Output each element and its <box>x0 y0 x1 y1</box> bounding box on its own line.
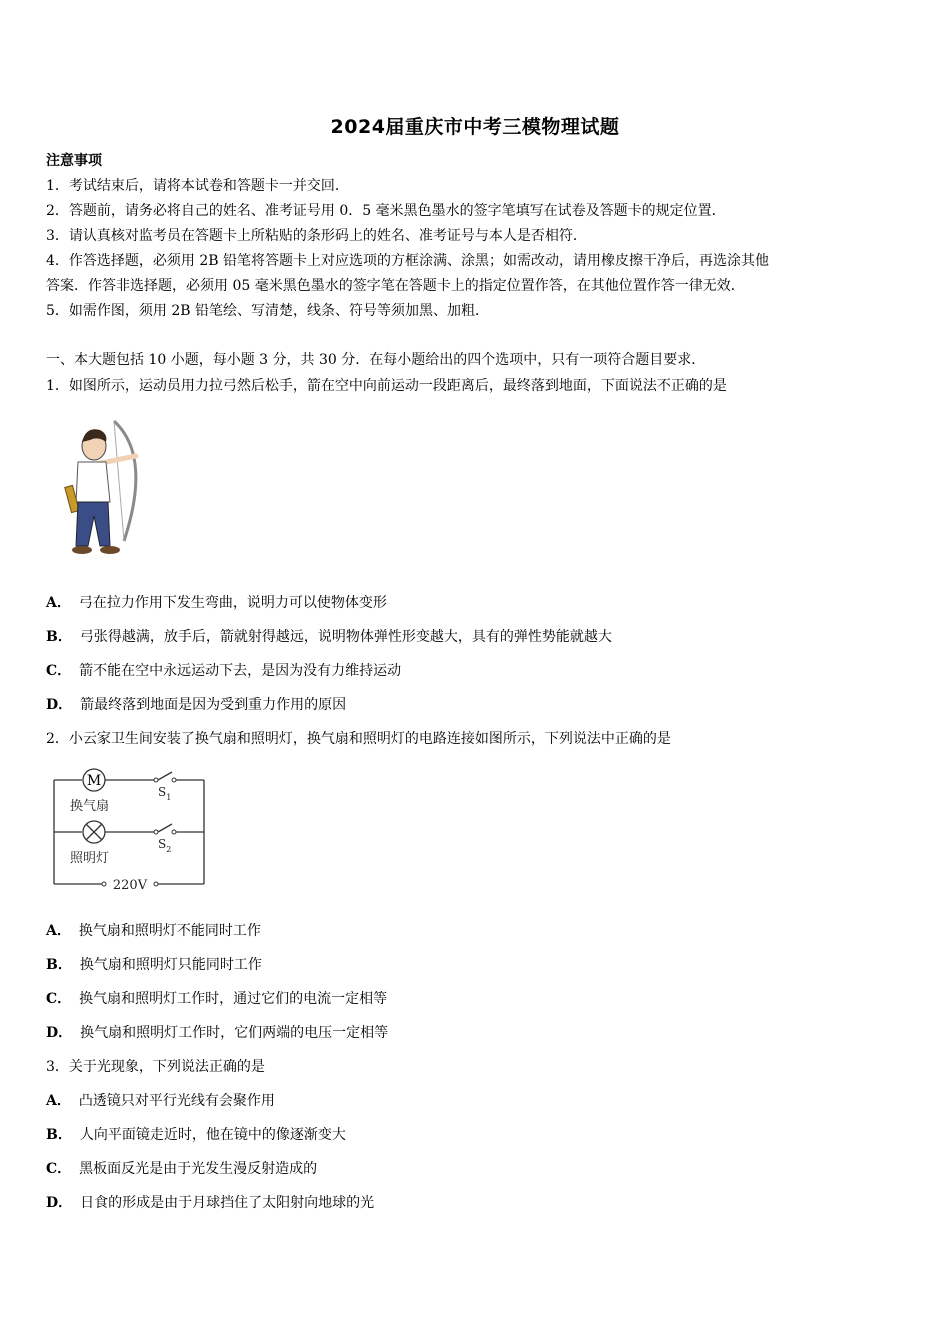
question-1-stem: 1．如图所示，运动员用力拉弓然后松手，箭在空中向前运动一段距离后，最终落到地面，下面说法不正确的是 <box>46 378 727 394</box>
terminal-icon <box>102 882 106 886</box>
option-text: 人向平面镜走近时，他在镜中的像逐渐变大 <box>79 1127 346 1143</box>
option-text: 弓张得越满，放手后，箭就射得越远，说明物体弹性形变越大，具有的弹性势能就越大 <box>79 629 612 645</box>
option-letter: A． <box>46 1093 71 1109</box>
switch-s2-icon <box>154 830 158 834</box>
switch-s2-label: $S_2$ <box>158 837 172 854</box>
section-heading: 一、本大题包括 10 小题，每小题 3 分，共 30 分．在每小题给出的四个选项中，只有一项符合题目要求． <box>46 352 706 368</box>
option <box>46 1194 374 1212</box>
option-text: 换气扇和照明灯不能同时工作 <box>78 923 261 939</box>
option-text: 日食的形成是由于月球挡住了太阳射向地球的光 <box>80 1195 375 1211</box>
terminal-icon <box>154 882 158 886</box>
option <box>46 1160 317 1178</box>
option-text: 换气扇和照明灯工作时，它们两端的电压一定相等 <box>80 1025 389 1041</box>
option-text: 箭不能在空中永远运动下去，是因为没有力维持运动 <box>79 663 402 679</box>
note-item: 1．考试结束后，请将本试卷和答题卡一并交回． <box>46 178 349 194</box>
option-letter: B． <box>46 957 72 973</box>
option-letter: D． <box>46 1025 73 1041</box>
switch-s1-label: $S_1$ <box>158 785 172 802</box>
option <box>46 1024 388 1042</box>
notes-heading: 注意事项 <box>46 153 102 169</box>
option <box>46 594 387 612</box>
option-letter: D． <box>46 1195 73 1211</box>
option <box>46 628 612 646</box>
switch-s1-icon <box>154 778 158 782</box>
option-letter: B． <box>46 629 72 645</box>
shoe-icon <box>100 546 120 554</box>
page-title: 2024届重庆市中考三模物理试题 <box>330 116 620 138</box>
option <box>46 922 261 940</box>
option-letter: C． <box>46 663 72 679</box>
option <box>46 696 346 714</box>
motor-symbol: M <box>86 773 102 789</box>
question-3-stem: 3．关于光现象，下列说法正确的是 <box>46 1059 265 1075</box>
note-item: 2．答题前，请务必将自己的姓名、准考证号用 0．5 毫米黑色墨水的签字笔填写在试卷及答题卡的规定位置． <box>46 203 726 219</box>
option <box>46 1092 275 1110</box>
shoe-icon <box>72 546 92 554</box>
bow-icon <box>114 421 136 541</box>
note-item: 答案．作答非选择题，必须用 05 毫米黑色墨水的签字笔在答题卡上的指定位置作答，在其他位置作答一律无效． <box>46 278 745 294</box>
option-text: 箭最终落到地面是因为受到重力作用的原因 <box>80 697 347 713</box>
option-letter: A． <box>46 923 71 939</box>
option-text: 弓在拉力作用下发生弯曲，说明力可以使物体变形 <box>78 595 387 611</box>
option-letter: D． <box>46 697 73 713</box>
option-text: 黑板面反光是由于光发生漫反射造成的 <box>79 1161 318 1177</box>
option-letter: C． <box>46 1161 72 1177</box>
option <box>46 1126 346 1144</box>
bowstring-icon <box>114 421 124 541</box>
archer-illustration <box>52 416 152 558</box>
option-letter: C． <box>46 991 72 1007</box>
voltage-label: 220V <box>112 878 148 892</box>
trousers-icon <box>76 502 110 546</box>
note-item: 4．作答选择题，必须用 2B 铅笔将答题卡上对应选项的方框涂满、涂黑；如需改动，请用橡皮擦干净后，再选涂其他 <box>46 253 769 269</box>
note-item: 3．请认真核对监考员在答题卡上所粘贴的条形码上的姓名、准考证号与本人是否相符． <box>46 228 587 244</box>
option-text: 凸透镜只对平行光线有会聚作用 <box>78 1093 275 1109</box>
option <box>46 990 387 1008</box>
option <box>46 956 262 974</box>
option-text: 换气扇和照明灯只能同时工作 <box>79 957 262 973</box>
shirt-icon <box>76 462 110 502</box>
lamp-label: 照明灯 <box>70 851 110 866</box>
fan-label: 换气扇 <box>70 799 110 814</box>
option-letter: B． <box>46 1127 72 1143</box>
question-2-stem: 2．小云家卫生间安装了换气扇和照明灯，换气扇和照明灯的电路连接如图所示，下列说法中正确的是 <box>46 731 671 747</box>
note-item: 5．如需作图，须用 2B 铅笔绘、写清楚，线条、符号等须加黑、加粗． <box>46 303 490 319</box>
option <box>46 662 401 680</box>
option-letter: A． <box>46 595 71 611</box>
circuit-diagram <box>48 766 210 892</box>
option-text: 换气扇和照明灯工作时，通过它们的电流一定相等 <box>79 991 388 1007</box>
